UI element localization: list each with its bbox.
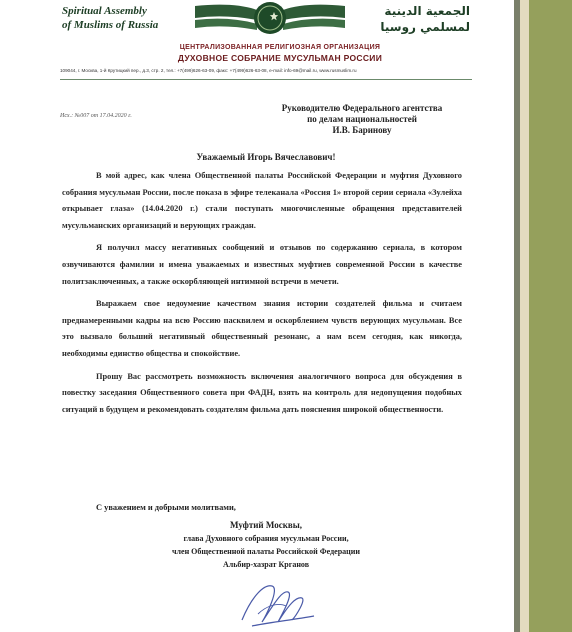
letterhead-divider: [60, 79, 472, 80]
closing-line: С уважением и добрыми молитвами,: [96, 503, 236, 512]
org-address: 109044, г. Москва, 1-й Крутицкий пер., д.3, стр. 2, тел.: +7(499)626-63-09, факс: +7(499)626-63-08, e-mail: info-69@mail.ru, www.rusmuslim.ru: [60, 68, 357, 73]
signatory-name: Альбир-хазрат Крганов: [222, 560, 310, 569]
signatory-block: [60, 519, 472, 571]
letterhead-arabic-line1: الجمعية الدينية: [384, 4, 470, 18]
signatory-position: член Общественной палаты Российской Федерации: [172, 547, 360, 556]
emblem-icon: [195, 0, 345, 44]
letter-body: [62, 168, 462, 424]
letterhead-latin: [62, 4, 192, 32]
addressee-name: И.В. Баринову: [332, 125, 392, 135]
letterhead-arabic-line2: لمسلمي روسيا: [380, 20, 470, 34]
addressee-line: Руководителю Федерального агентства: [281, 103, 443, 113]
addressee-block: [262, 103, 462, 136]
signature-icon: [222, 576, 332, 632]
signatory-position: глава Духовного собрания мусульман России,: [183, 534, 349, 543]
body-paragraph: Выражаем свое недоумение качеством знания истории создателей фильма и считаем преднамеренными кадры на всю Россию пасквилем и оскорблением чувств верующих мусульман. Все это вызвало больший негативный общественный резонанс, а нам всем сегодня, как никогда, необходимы единство общества и спокойствие.: [62, 299, 462, 358]
body-paragraph: В мой адрес, как члена Общественной палаты Российской Федерации и муфтия Духовного собрания мусульман России, после показа в эфире телеканала «Россия 1» второй серии сериала «Зулейха открывает глаза» (14.04.2020 г.) стали поступать многочисленные обращения представителей мусульманских организаций и верующих граждан.: [62, 171, 462, 230]
side-strip-green: [529, 0, 572, 632]
letterhead-latin-line1: Spiritual Assembly: [62, 5, 147, 17]
signatory-title: Муфтий Москвы,: [229, 520, 303, 530]
letterhead-arabic: [360, 3, 470, 35]
addressee-line: по делам национальностей: [307, 114, 417, 124]
outgoing-reference: Исх.: №007 от 17.04.2020 г.: [60, 113, 132, 119]
letterhead-latin-line2: of Muslims of Russia: [62, 19, 159, 31]
greeting: Уважаемый Игорь Вячеславович!: [196, 152, 336, 162]
body-paragraph: Я получил массу негативных сообщений и отзывов по содержанию сериала, в котором озвучиваются фамилии и имена уважаемых и известных муфтиев современной России в качестве политзаключенных, а также оскорбляющей интимной встречи в мечети.: [62, 243, 462, 286]
org-name: ДУХОВНОЕ СОБРАНИЕ МУСУЛЬМАН РОССИИ: [177, 53, 383, 63]
side-strip-beige: [520, 0, 529, 632]
body-paragraph: Прошу Вас рассмотреть возможность включения аналогичного вопроса для обсуждения в повестку заседания Общественного совета при ФАДН, взять на контроль для недопущения подобных ситуаций в будущем и рекомендовать создателям фильма дать пояснения широкой общественности.: [62, 371, 462, 414]
org-type: ЦЕНТРАЛИЗОВАННАЯ РЕЛИГИОЗНАЯ ОРГАНИЗАЦИЯ: [179, 44, 381, 51]
